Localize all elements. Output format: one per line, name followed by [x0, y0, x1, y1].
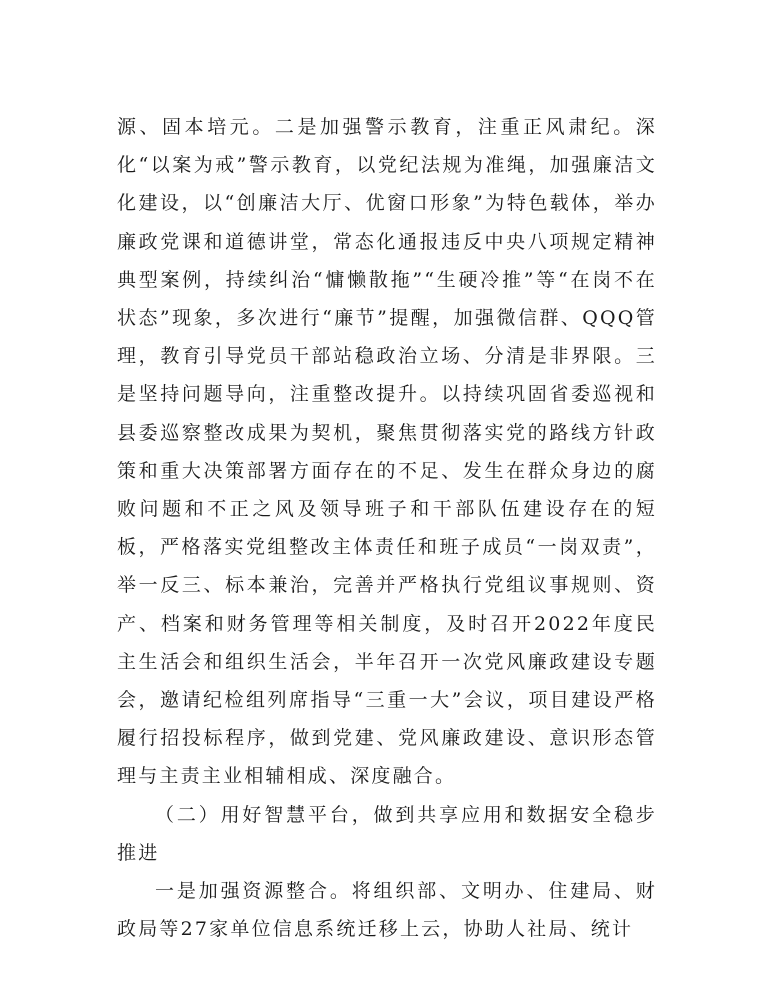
body-paragraph: 源、固本培元。二是加强警示教育，注重正风肃纪。深化“以案为戒”警示教育，以党纪法规为准绳，加强廉洁文化建设，以“创廉洁大厅、优窗口形象”为特色载体，举办廉政党课和道德讲堂，常态化通报违反中央八项规定精神典型案例，持续纠治“慵懒散拖”“生硬冷推”等“在岗不在状态”现象，多次进行“廉节”提醒，加强微信群、QQQ管理，教育引导党员干部站稳政治立场、分清是非界限。三是坚持问题导向，注重整改提升。以持续巩固省委巡视和县委巡察整改成果为契机，聚焦贯彻落实党的路线方针政策和重大决策部署方面存在的不足、发生在群众身边的腐败问题和不正之风及领导班子和干部队伍建设存在的短板，严格落实党组整改主体责任和班子成员“一岗双责”，举一反三、标本兼治，完善并严格执行党组议事规则、资产、档案和财务管理等相关制度，及时召开2022年度民主生活会和组织生活会，半年召开一次党风廉政建设专题会，邀请纪检组列席指导“三重一大”会议，项目建设严格履行招投标程序，做到党建、党风廉政建设、意识形态管理与主责主业相辅相成、深度融合。	[117, 116, 657, 788]
body-text-block-2	[117, 872, 657, 948]
body-text-block	[117, 108, 657, 796]
section-heading-block	[117, 796, 657, 872]
section-heading: （二）用好智慧平台，做到共享应用和数据安全稳步推进	[117, 804, 657, 865]
body-paragraph-2: 一是加强资源整合。将组织部、文明办、住建局、财政局等27家单位信息系统迁移上云，协助人社局、统计	[117, 880, 657, 941]
